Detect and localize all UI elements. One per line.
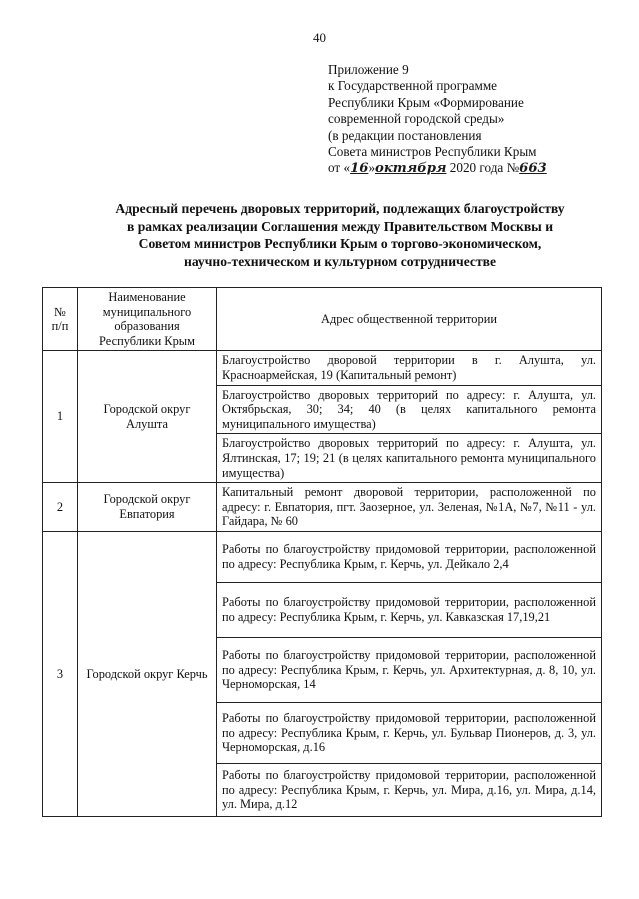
page-number: 40 [313,30,326,45]
row-address: Работы по благоустройству придомовой территории, расположенной по адресу: Республика Крым, г. Керчь, ул. Мира, д.16, ул. Мира, д.14, ул. Мира, д.12 [217,763,602,816]
row-municipality: Городской округ Алушта [78,351,217,483]
row-municipality: Городской округ Евпатория [78,483,217,532]
row-num: 2 [43,483,78,532]
row-municipality: Городской округ Керчь [78,531,217,816]
header-address: Адрес общественной территории [217,288,602,351]
title-line: в рамках реализации Соглашения между Правительством Москвы и [126,218,554,234]
title-line: Адресный перечень дворовых территорий, подлежащих благоустройству [115,201,565,216]
row-num: 3 [43,531,78,816]
handwritten-number: 663 [519,161,547,177]
header-municipality: Наименование муниципального образования Республики Крым [78,288,217,351]
appendix-block [328,62,618,178]
row-address: Благоустройство дворовой территории в г. Алушта, ул. Красноармейская, 19 (Капитальный ремонт) [217,351,602,385]
appendix-line: Приложение 9 [328,62,409,77]
title-line: Советом министров Республики Крым о торгово-экономическом, [138,236,542,252]
title-line: научно-техническом и культурном сотрудничестве [183,253,497,269]
row-address: Работы по благоустройству придомовой территории, расположенной по адресу: Республика Крым, г. Керчь, ул. Бульвар Пионеров, д. 3, ул. Черноморская, д.16 [217,702,602,763]
row-num: 1 [43,351,78,483]
row-address: Благоустройство дворовых территорий по адресу: г. Алушта, ул. Октябрьская, 30; 34; 40 (в целях капитального ремонта муниципального имущества) [217,385,602,434]
row-address: Работы по благоустройству придомовой территории, расположенной по адресу: Республика Крым, г. Керчь, ул. Дейкало 2,4 [217,531,602,582]
date-year: 2020 года № [449,160,520,176]
row-address: Работы по благоустройству придомовой территории, расположенной по адресу: Республика Крым, г. Керчь, ул. Архитектурная, д. 8, 10, ул. Черноморская, 14 [217,637,602,702]
table-header-row [43,288,602,351]
handwritten-month: октября [375,161,447,177]
handwritten-day: 16 [350,161,369,177]
document-title [60,200,620,270]
table-row [43,351,602,385]
appendix-line: (в редакции постановления [328,127,482,143]
address-table [42,287,602,817]
appendix-date-line [328,160,618,177]
row-address: Благоустройство дворовых территорий по адресу: г. Алушта, ул. Ялтинская, 17; 19; 21 (в целях капитального ремонта муниципального имущества) [217,434,602,483]
appendix-line: современной городской среды» [328,111,505,127]
appendix-line: Республики Крым «Формирование [328,94,524,110]
row-address: Капитальный ремонт дворовой территории, расположенной по адресу: г. Евпатория, пгт. Заозерное, ул. Зеленая, №1А, №7, №11 - ул. Гайдара, № 60 [217,483,602,532]
date-mid: » [368,160,376,176]
row-address: Работы по благоустройству придомовой территории, расположенной по адресу: Республика Крым, г. Керчь, ул. Кавказская 17,19,21 [217,582,602,637]
table-row [43,483,602,532]
date-prefix: от « [328,160,351,176]
table-row [43,531,602,582]
appendix-line: Совета министров Республики Крым [328,144,537,160]
header-num: № п/п [43,288,78,351]
appendix-line: к Государственной программе [328,78,498,94]
